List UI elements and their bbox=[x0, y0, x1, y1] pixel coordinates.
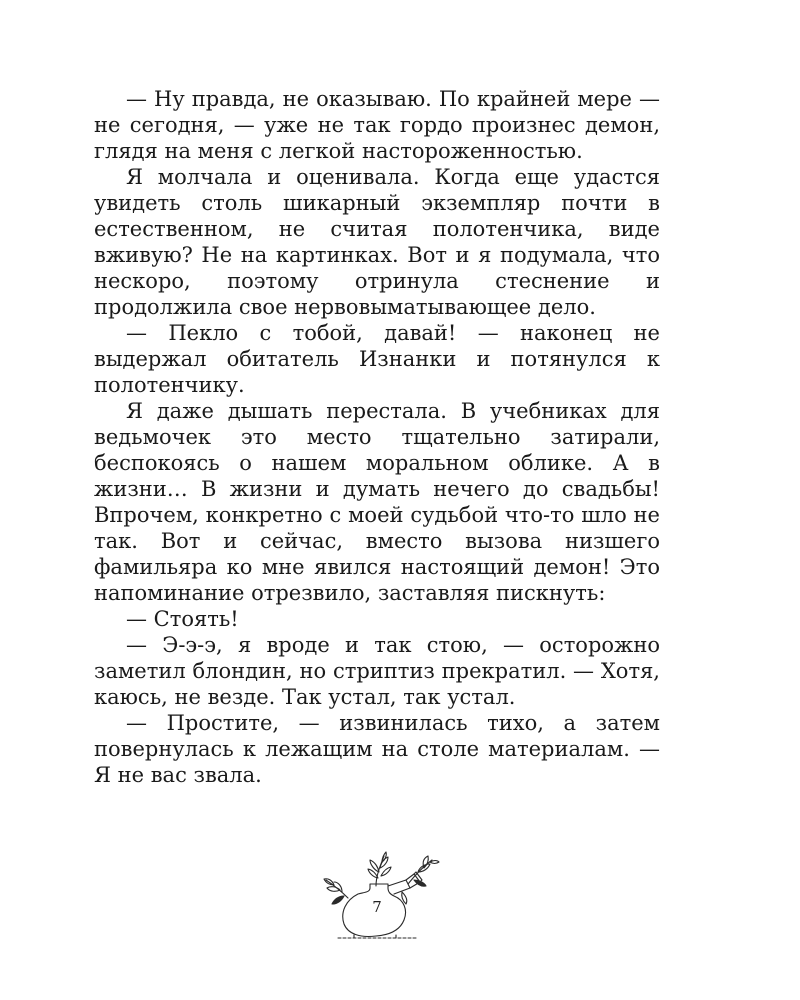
page-number: 7 bbox=[372, 898, 382, 916]
paragraph: — Стоять! bbox=[126, 607, 239, 631]
page-text bbox=[94, 86, 660, 788]
paragraph: — Пекло с тобой, давай! — наконец не выдержал обитатель Изнанки и потянулся к полотенчику. bbox=[94, 321, 660, 397]
paragraph: Я молчала и оценивала. Когда еще удастся увидеть столь шикарный экземпляр почти в естественном, не считая полотенчика, виде вживую? Не на картинках. Вот и я подумала, что нескоро, поэтому отринула стеснение и продолжила свое нервовыматывающее дело. bbox=[94, 165, 660, 319]
paragraph: Я даже дышать перестала. В учебниках для ведьмочек это место тщательно затирали, беспокоясь о нашем моральном облике. А в жизни… В жизни и думать нечего до свадьбы! Впрочем, конкретно с моей судьбой что-то шло не так. Вот и сейчас, вместо вызова низшего фамильяра ко мне явился настоящий демон! Это напоминание отрезвило, заставляя пискнуть: bbox=[94, 399, 660, 605]
potion-flask-with-herbs-icon bbox=[318, 850, 442, 944]
paragraph: — Э-э-э, я вроде и так стою, — осторожно заметил блондин, но стриптиз прекратил. — Хотя, каюсь, не везде. Так устал, так устал. bbox=[94, 633, 660, 709]
paragraph: — Простите, — извинилась тихо, а затем повернулась к лежащим на столе материалам. — Я не вас звала. bbox=[94, 711, 660, 787]
paragraph: — Ну правда, не оказываю. По крайней мере — не сегодня, — уже не так гордо произнес демон, глядя на меня с легкой настороженностью. bbox=[94, 87, 660, 163]
